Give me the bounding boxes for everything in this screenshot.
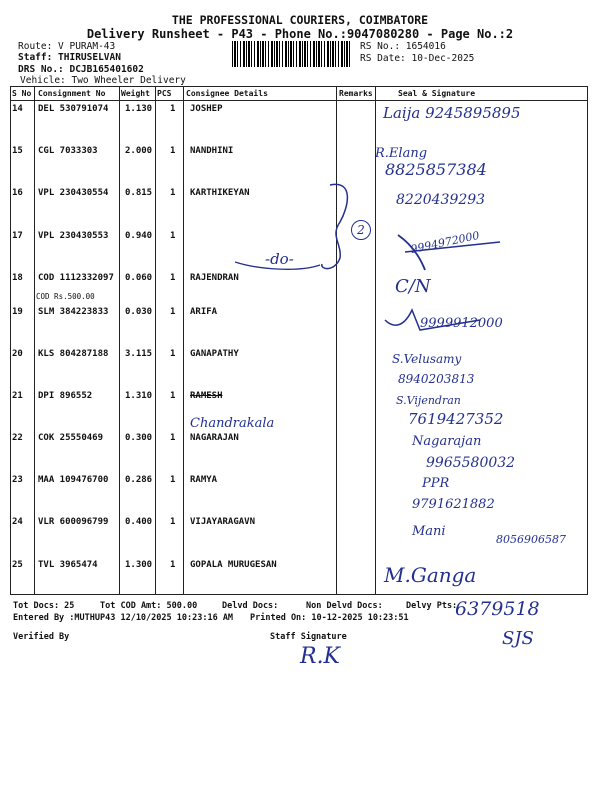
route-label: Route: V PURAM-43 [18,41,116,52]
row-sno: 17 [12,231,23,241]
row-consignee: NANDHINI [190,146,234,156]
handwritten-signature: PPR [422,476,450,491]
row-sno: 14 [12,104,23,114]
rs-date: RS Date: 10-Dec-2025 [360,53,475,64]
row-consignment: COK 25550469 [38,433,104,443]
row-sno: 25 [12,560,23,570]
row-sno: 24 [12,517,23,527]
column-divider [119,86,120,595]
col-header-remarks: Remarks [339,89,373,98]
handwritten-circled-count: 2 [351,220,371,240]
handwritten-phone: 9994972000 [409,228,481,257]
handwritten-signature: R.Elang [375,146,428,161]
row-pcs: 1 [170,349,176,359]
handwritten-phone: 9999912000 [420,316,503,331]
total-cod-amount: Tot COD Amt: 500.00 [100,601,198,611]
handwritten-tick [398,235,425,270]
row-consignment: VPL 230430554 [38,188,109,198]
barcode-image [232,41,352,67]
handwritten-signature: Nagarajan [412,434,482,449]
non-delivered-docs: Non Delvd Docs: [306,601,383,611]
row-consignment: DEL 530791074 [38,104,109,114]
row-consignee: VIJAYARAGAVN [190,517,256,527]
verified-by-label: Verified By [13,632,70,642]
runsheet-subtitle: Delivery Runsheet - P43 - Phone No.:9047080280 - Page No.:2 [86,27,514,41]
handwritten-consignee-name: Chandrakala [190,416,275,431]
page-title: THE PROFESSIONAL COURIERS, COIMBATORE [171,13,429,27]
table-right-border [587,86,588,595]
row-consignee: KARTHIKEYAN [190,188,250,198]
column-divider [375,86,376,595]
row-consignment: CGL 7033303 [38,146,98,156]
table-bottom-border [10,594,588,595]
row-sno: 23 [12,475,23,485]
drs-number: DRS No.: DCJB165401602 [18,64,144,75]
row-sno: 16 [12,188,23,198]
col-header-consignee: Consignee Details [186,89,268,98]
handwritten-ditto-remark: -do- [265,250,294,268]
handwritten-signature: M.Ganga [384,563,477,587]
col-header-seal-signature: Seal & Signature [398,89,476,98]
col-header-weight: Weight [121,89,150,98]
row-sno: 21 [12,391,23,401]
row-pcs: 1 [170,146,176,156]
table-header-divider [10,100,588,101]
col-header-sno: S No [12,89,32,98]
row-pcs: 1 [170,433,176,443]
row-consignment: VPL 230430553 [38,231,109,241]
row-pcs: 1 [170,517,176,527]
row-pcs: 1 [170,307,176,317]
row-sno: 19 [12,307,23,317]
row-consignee: RAMYA [190,475,218,485]
staff-signature-label: Staff Signature [270,632,347,642]
row-consignee: JOSHEP [190,104,223,114]
row-consignee: GANAPATHY [190,349,239,359]
row-weight: 1.300 [125,560,153,570]
row-weight: 1.310 [125,391,153,401]
row-weight: 3.115 [125,349,153,359]
row-consignment: VLR 600096799 [38,517,109,527]
handwritten-signature: S.Velusamy [392,352,462,366]
row-consignment: MAA 109476700 [38,475,109,485]
handwritten-bracket [322,184,348,268]
handwritten-phone: 6379518 [455,598,540,620]
staff-label: Staff: THIRUSELVAN [18,52,121,63]
total-docs: Tot Docs: 25 [13,601,75,611]
row-pcs: 1 [170,104,176,114]
row-pcs: 1 [170,475,176,485]
row-consignee: GOPALA MURUGESAN [190,560,277,570]
row-consignment: TVL 3965474 [38,560,98,570]
row-weight: 0.940 [125,231,153,241]
column-divider [336,86,337,595]
row-sno: 18 [12,273,23,283]
column-divider [34,86,35,595]
row-weight: 0.815 [125,188,153,198]
row-consignee: RAJENDRAN [190,273,239,283]
col-header-consignment: Consignment No [38,89,106,98]
handwritten-phone: 8056906587 [496,533,566,546]
entered-by: Entered By :MUTHUP43 12/10/2025 10:23:16 AM [13,613,234,623]
handwritten-initials: SJS [502,628,534,649]
staff-signature: R.K [300,644,340,669]
handwritten-phone: 8940203813 [398,372,475,386]
cod-amount-note: COD Rs.500.00 [36,292,95,301]
printed-on: Printed On: 10-12-2025 10:23:51 [250,613,409,623]
row-consignee: RAMESH [190,391,223,401]
row-consignment: KLS 804287188 [38,349,109,359]
row-weight: 0.300 [125,433,153,443]
row-weight: 1.130 [125,104,153,114]
handwritten-signature: Mani [412,524,446,539]
rs-number: RS No.: 1654016 [360,41,446,52]
row-weight: 0.060 [125,273,153,283]
row-pcs: 1 [170,273,176,283]
handwritten-line [405,242,500,252]
row-consignment: DPI 896552 [38,391,93,401]
row-pcs: 1 [170,188,176,198]
handwritten-signature: S.Vijendran [396,394,461,407]
row-consignee: ARIFA [190,307,218,317]
row-consignee: NAGARAJAN [190,433,239,443]
handwritten-cn-mark: C/N [395,276,431,297]
handwritten-phone: 9965580032 [426,455,516,471]
column-divider [183,86,184,595]
col-header-pcs: PCS [157,89,172,98]
handwritten-phone: 8220439293 [396,192,486,208]
vehicle-label: Vehicle: Two Wheeler Delivery [20,75,186,86]
table-top-border [10,86,588,87]
handwritten-signature: Laija 9245895895 [383,104,521,122]
row-consignment: SLM 384223833 [38,307,109,317]
row-pcs: 1 [170,391,176,401]
row-weight: 0.400 [125,517,153,527]
row-weight: 0.286 [125,475,153,485]
handwritten-scribble [385,310,480,330]
row-sno: 22 [12,433,23,443]
row-consignment: COD 1112332097 [38,273,114,283]
row-sno: 15 [12,146,23,156]
table-left-border [10,86,11,595]
row-weight: 0.030 [125,307,153,317]
handwritten-line [235,262,320,269]
row-weight: 2.000 [125,146,153,156]
row-pcs: 1 [170,231,176,241]
handwritten-strokes [180,180,600,340]
row-sno: 20 [12,349,23,359]
delivered-docs: Delvd Docs: [222,601,279,611]
row-pcs: 1 [170,560,176,570]
handwritten-phone: 9791621882 [412,497,495,512]
handwritten-phone: 7619427352 [408,410,504,428]
delivery-points: Delvy Pts: [406,601,458,611]
column-divider [155,86,156,595]
handwritten-phone: 8825857384 [385,160,487,179]
